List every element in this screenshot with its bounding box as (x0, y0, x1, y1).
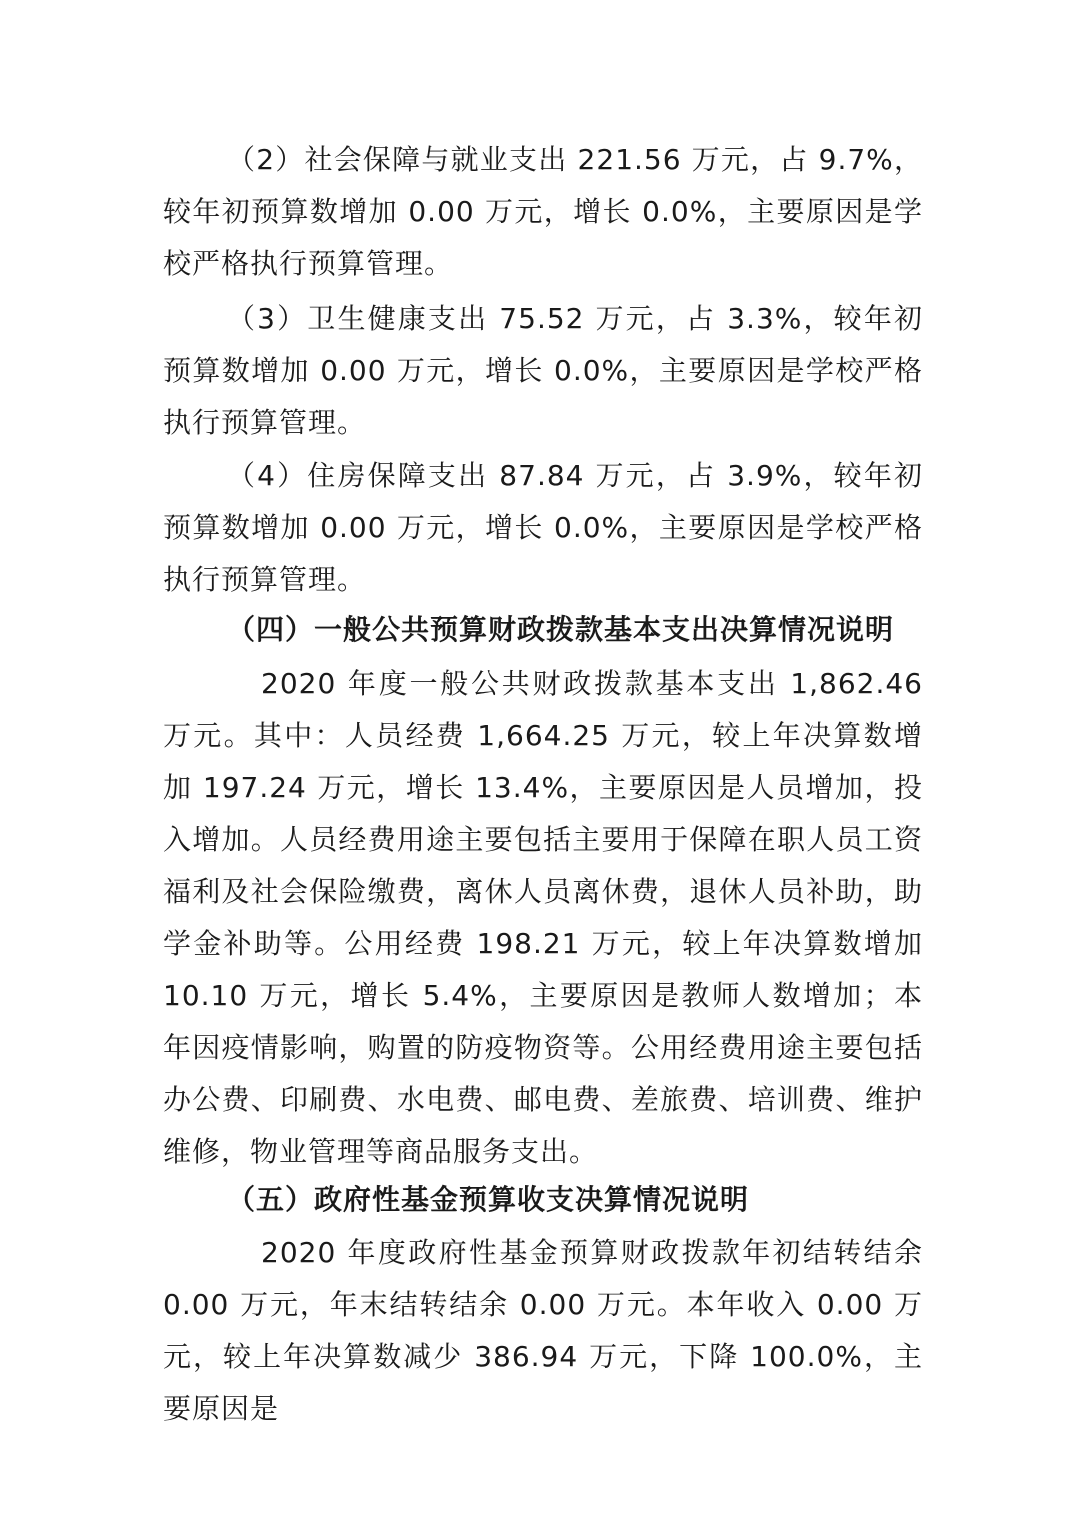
paragraph-basic-expenditure: 2020 年度一般公共财政拨款基本支出 1,862.46 万元。其中：人员经费 1,664.25 万元，较上年决算数增加 197.24 万元，增长 13.4%，主要原因是人员增加，投入增加。人员经费用途主要包括主要用于保障在职人员工资福利及社会保险缴费，离休人员离休费，退休人员补助，助学金补助等。公用经费 198.21 万元，较上年决算数增加 10.10 万元，增长 5.4%，主要原因是教师人数增加；本年因疫情影响，购置的防疫物资等。公用经费用途主要包括办公费、印刷费、水电费、邮电费、差旅费、培训费、维护维修，物业管理等商品服务支出。 (163, 667, 923, 1168)
section-four-heading: （四）一般公共预算财政拨款基本支出决算情况说明 (227, 613, 895, 646)
paragraph-government-fund-budget: 2020 年度政府性基金预算财政拨款年初结转结余 0.00 万元，年末结转结余 0.00 万元。本年收入 0.00 万元，较上年决算数减少 386.94 万元，下降 100.0%，主要原因是 (163, 1236, 923, 1425)
paragraph-health-expenditure: （3）卫生健康支出 75.52 万元，占 3.3%，较年初预算数增加 0.00 万元，增长 0.0%，主要原因是学校严格执行预算管理。 (163, 302, 923, 439)
paragraph-housing-expenditure: （4）住房保障支出 87.84 万元，占 3.9%，较年初预算数增加 0.00 万元，增长 0.0%，主要原因是学校严格执行预算管理。 (163, 459, 923, 596)
paragraph-social-security-expenditure: （2）社会保障与就业支出 221.56 万元，占 9.7%，较年初预算数增加 0.00 万元，增长 0.0%，主要原因是学校严格执行预算管理。 (163, 143, 923, 280)
section-five-heading: （五）政府性基金预算收支决算情况说明 (227, 1183, 750, 1216)
